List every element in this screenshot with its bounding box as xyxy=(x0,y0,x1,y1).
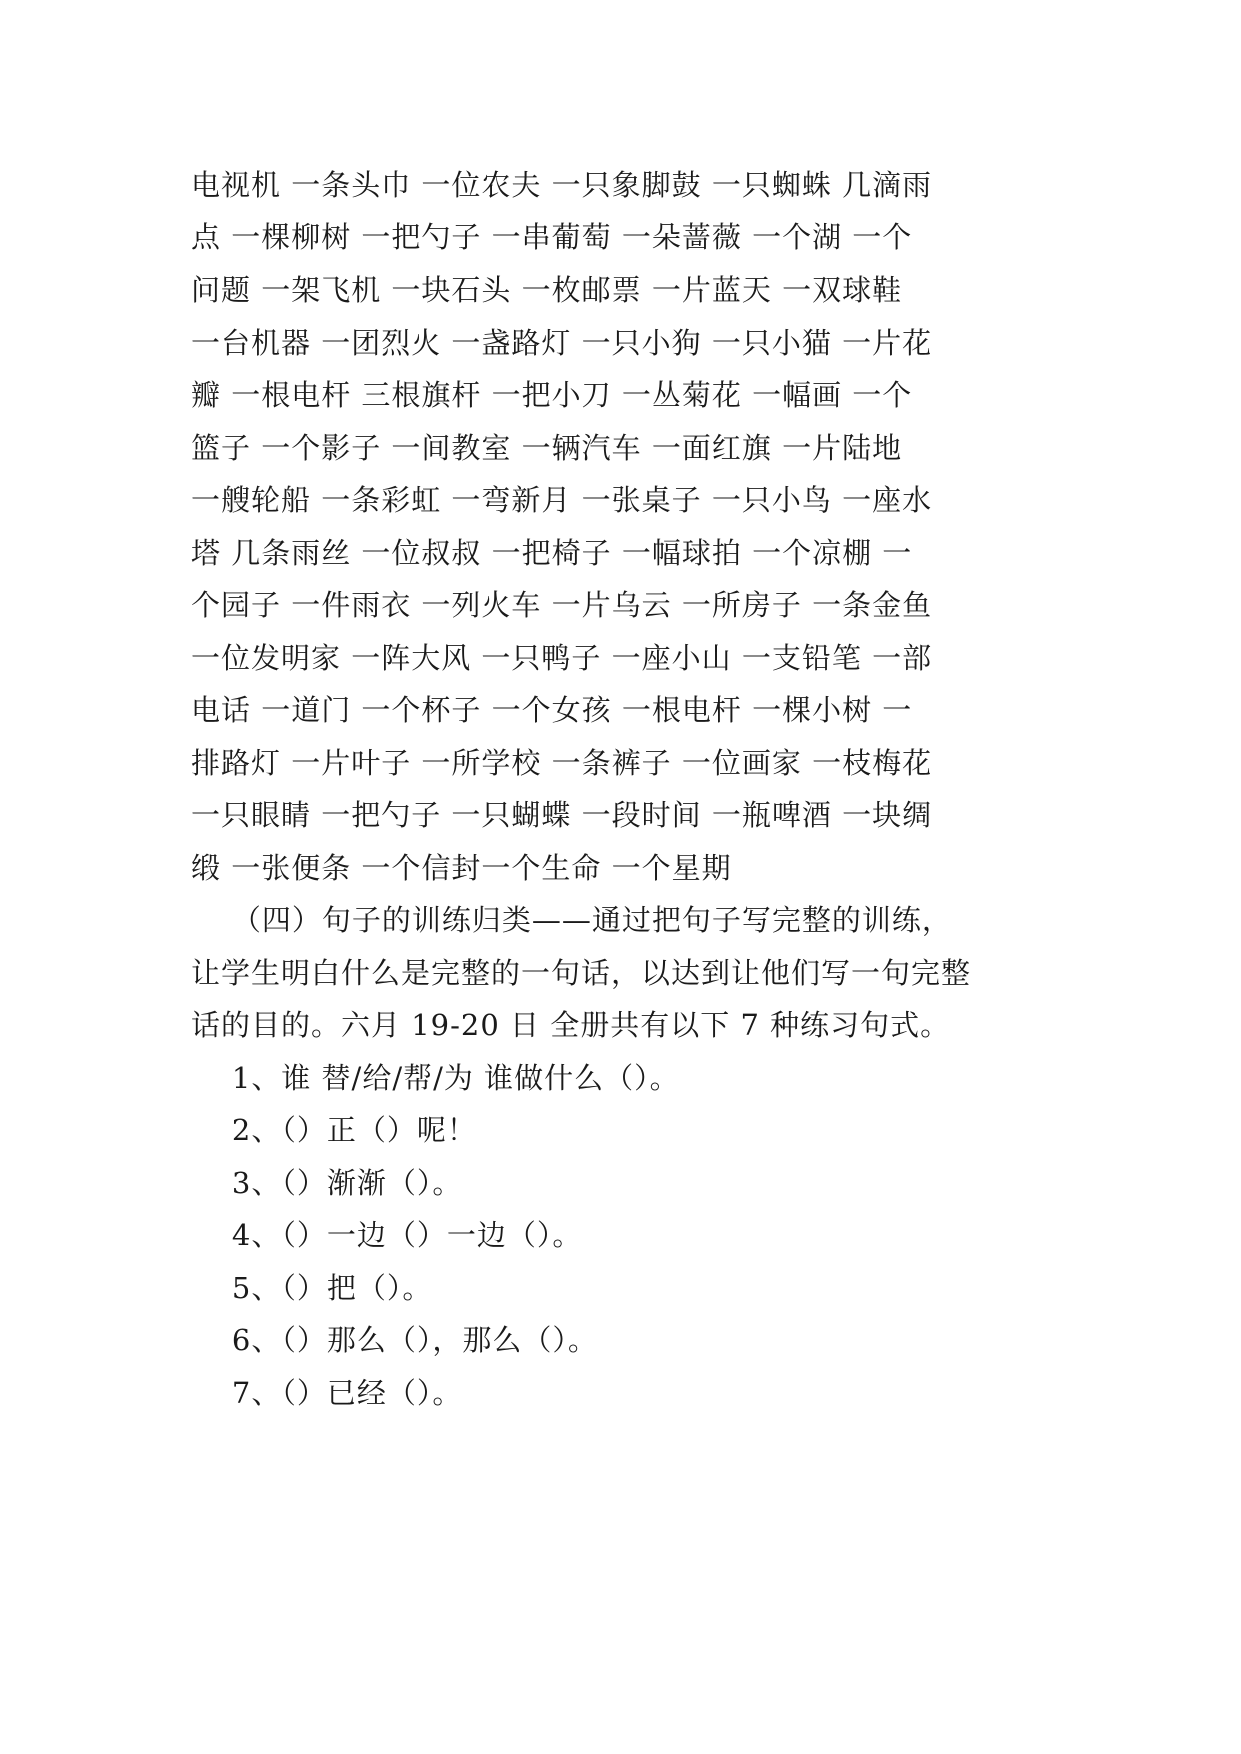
vocab-line: 篮子 一个影子 一间教室 一辆汽车 一面红旗 一片陆地 xyxy=(191,431,903,465)
pattern-item-4: 4、（）一边（）一边（）。 xyxy=(191,1218,583,1252)
vocab-line: 个园子 一件雨衣 一列火车 一片乌云 一所房子 一条金鱼 xyxy=(191,588,933,622)
pattern-item-2: 2、（）正（）呢！ xyxy=(191,1113,477,1147)
section-body-line: 话的目的。六月 19-20 日 全册共有以下 7 种练习句式。 xyxy=(191,1008,951,1042)
vocab-line: 一位发明家 一阵大风 一只鸭子 一座小山 一支铅笔 一部 xyxy=(191,641,933,675)
vocab-line: 电视机 一条头巾 一位农夫 一只象脚鼓 一只蜘蛛 几滴雨 xyxy=(191,168,933,202)
pattern-item-6: 6、（）那么（），那么（）。 xyxy=(191,1323,598,1357)
pattern-item-3: 3、（）渐渐（）。 xyxy=(191,1166,463,1200)
pattern-item-7: 7、（）已经（）。 xyxy=(191,1376,463,1410)
vocab-line: 缎 一张便条 一个信封一个生命 一个星期 xyxy=(191,851,732,885)
section-body-line: 让学生明白什么是完整的一句话，以达到让他们写一句完整 xyxy=(191,956,972,990)
vocab-line: 点 一棵柳树 一把勺子 一串葡萄 一朵蔷薇 一个湖 一个 xyxy=(191,220,913,254)
vocab-line: 塔 几条雨丝 一位叔叔 一把椅子 一幅球拍 一个凉棚 一 xyxy=(191,536,913,570)
vocab-line: 一台机器 一团烈火 一盏路灯 一只小狗 一只小猫 一片花 xyxy=(191,326,933,360)
vocab-line: 瓣 一根电杆 三根旗杆 一把小刀 一丛菊花 一幅画 一个 xyxy=(191,378,913,412)
vocab-line: 一艘轮船 一条彩虹 一弯新月 一张桌子 一只小鸟 一座水 xyxy=(191,483,933,517)
section-heading-line: （四）句子的训练归类——通过把句子写完整的训练， xyxy=(191,903,952,937)
vocab-line: 电话 一道门 一个杯子 一个女孩 一根电杆 一棵小树 一 xyxy=(191,693,913,727)
pattern-item-1: 1、谁 替/给/帮/为 谁做什么（）。 xyxy=(191,1061,680,1095)
vocab-line: 问题 一架飞机 一块石头 一枚邮票 一片蓝天 一双球鞋 xyxy=(191,273,903,307)
vocab-line: 排路灯 一片叶子 一所学校 一条裤子 一位画家 一枝梅花 xyxy=(191,746,933,780)
pattern-item-5: 5、（）把（）。 xyxy=(191,1271,433,1305)
vocab-line: 一只眼睛 一把勺子 一只蝴蝶 一段时间 一瓶啤酒 一块绸 xyxy=(191,798,933,832)
